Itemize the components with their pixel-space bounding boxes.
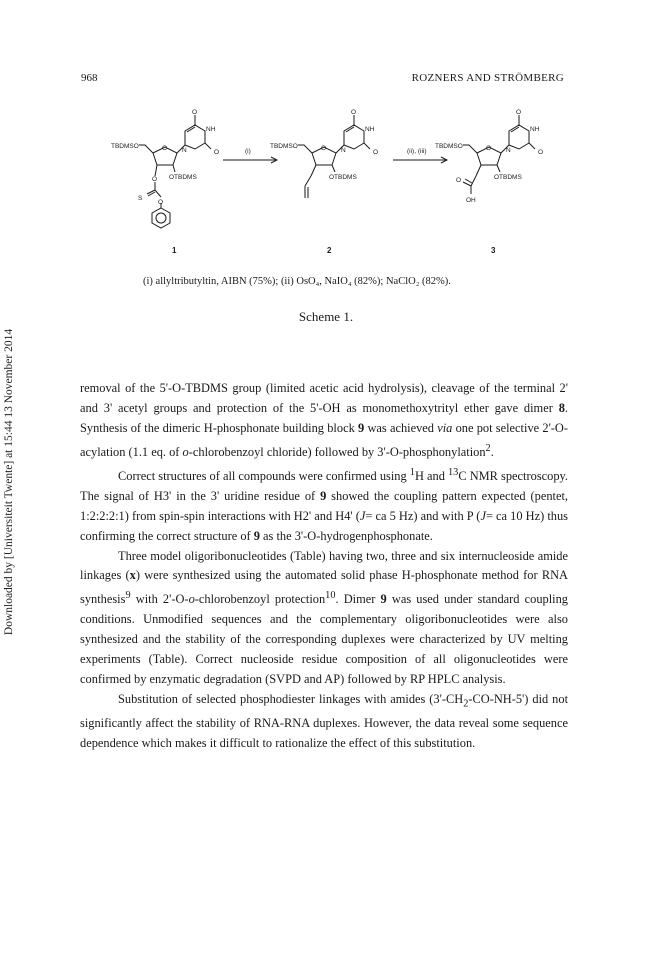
reference-2: 2 [485,442,491,454]
paragraph-3: Three model oligoribonucleotides (Table) having two, three and six internucleoside amide linkages (x) were synthesized using the automated solid phase H-phosphonate method for RNA synthesis$^9$ with 2'-O-o-chlorobenzoyl protection$^{10}$. Dimer 9 was used under standard coupling conditions. Unmodified sequences and the complementary oligoribonucleotides were also synthesized and the stability of the corresponding duplexes were characterized by UV melting experiments (Table). Correct nucleoside residue composition of all oligonucleotides were confirmed by enzymatic degradation (SVPD and AP) followed by RP HPLC analysis. [80,548,568,687]
label-tbdmso-2: TBDMSO [270,143,298,150]
label-otbdms-2: OTBDMS [329,174,357,181]
label-n-3: N [506,147,511,154]
label-otbdms-1: OTBDMS [169,174,197,181]
page-number: 968 [81,72,98,84]
compound-3-structure [463,115,535,194]
label-acid-o-3: O [456,177,462,184]
download-watermark [1,292,17,672]
label-ring-o-3: O [486,145,492,152]
download-watermark-text: Downloaded by [Universiteit Twente] at 15:44 13 November 2014 [3,328,15,636]
label-phenoxy-o-1: O [158,199,164,206]
label-n-2: N [341,147,346,154]
arrow-2-label: (ii), (iii) [407,148,427,155]
reaction-scheme [95,98,555,268]
label-carbonyl-o-3b: O [538,149,544,156]
compound-number-3: 3 [491,246,496,255]
label-carbonyl-o-2b: O [373,149,379,156]
label-tbdmso-1: TBDMSO [111,143,139,150]
label-ester-o-1: O [152,176,158,183]
paragraph-4: Substitution of selected phosphodiester linkages with amides $(3'-CH_2-CO-NH-5')$ did not significantly affect the stability of RNA-RNA duplexes. However, the data reveal some sequence dependence which makes it difficult to rationalize the effect of this substitution. [80,691,569,751]
compound-number-2: 2 [327,246,332,255]
reference-10: 10 [325,590,336,602]
reference-9: 9 [125,590,131,602]
compound-number-1: 1 [172,246,177,255]
label-carbonyl-o-3a: O [516,109,522,116]
paragraph-1: removal of the 5'-O-TBDMS group (limited acetic acid hydrolysis), cleavage of the terminal 2' and 3' acetyl groups and protection of the 5'-OH as monomethoxytrityl ether gave dimer 8. Synthesis of the dimeric H-phosphonate building block 9 was achieved via one pot selective 2'-O-acylation (1.1 eq. of o-chlorobenzoyl chloride) followed by 3'-O-phosphonylation$^2$. [80,381,568,459]
body-text [80,379,568,754]
label-oh-3: OH [466,197,476,204]
compound-1-structure [139,115,211,228]
label-ring-o-1: O [162,145,168,152]
compound-2-structure [298,115,370,198]
label-carbonyl-o-1b: O [214,149,220,156]
label-s-1: S [138,195,143,202]
arrow-1-label: (i) [245,148,251,155]
scheme-caption: (i) allyltributyltin, AIBN (75%); (ii) OsO₄, NaIO₄ (82%); NaClO₂ (82%). [143,276,451,287]
label-nh-2: NH [365,126,375,133]
label-nh-1: NH [206,126,216,133]
label-ring-o-2: O [321,145,327,152]
running-head: ROZNERS AND STRÖMBERG [411,72,564,84]
label-otbdms-3: OTBDMS [494,174,522,181]
label-carbonyl-o-2a: O [351,109,357,116]
label-carbonyl-o-1a: O [192,109,198,116]
label-n-1: N [182,147,187,154]
label-tbdmso-3: TBDMSO [435,143,463,150]
label-nh-3: NH [530,126,540,133]
paragraph-2: Correct structures of all compounds were confirmed using $^1$H and $^{13}$C NMR spectroscopy. The signal of H3' in the 3' uridine residue of 9 showed the coupling pattern expected (pentet, 1:2:2:2:1) from spin-spin interactions with H2' and H4' (J= ca 5 Hz) and with P (J= ca 10 Hz) thus confirming the correct structure of 9 as the 3'-O-hydrogenphosphonate. [80,466,569,543]
scheme-title: Scheme 1. [298,309,354,324]
